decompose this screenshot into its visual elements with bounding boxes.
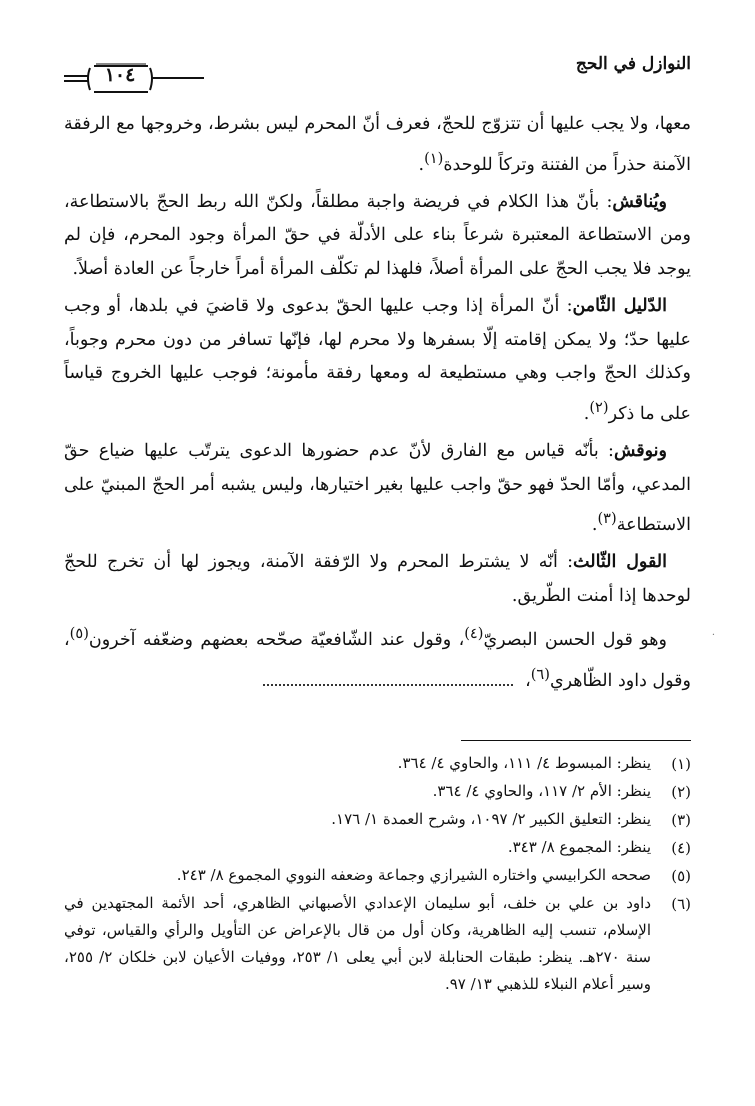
footnote-4 (64, 834, 691, 862)
margin-mark: · (711, 630, 715, 641)
footnote-ref: (٣) (597, 510, 617, 528)
book-title: النوازل في الحج (575, 54, 691, 74)
footnote-2 (64, 778, 691, 806)
footnote-1 (64, 750, 691, 778)
page-header (64, 52, 691, 100)
footnote-5 (64, 862, 691, 890)
paragraph-5: القول الثّالث: أنّه لا يشترط المحرم ولا الرّفقة الآمنة، ويجوز لها أن تخرج للحجّ لوحدها إذا أمنت الطّريق. (64, 552, 691, 606)
paragraph-3: الدّليل الثّامن: أنّ المرأة إذا وجب عليها الحقّ بدعوى ولا قاضيَ في بلدها، أو وجب عليها حدّ؛ ولا يمكن إقامته إلّا بسفرها ولا محرم لها، فإنّها تسافر من دون محرم وجوباً، وكذلك الحجّ واجب وهي مستطيعة له ومعها رفقة مأمونة؛ فوجب عليها الخروج قياساً على ما ذكر$^{(٢)}$. (64, 296, 691, 424)
term-heading: الدّليل الثّامن (572, 296, 668, 317)
footnote-ref: (١) (424, 149, 444, 167)
footnote-ref: (٥) (69, 625, 89, 643)
footnote-number: (٥) (671, 867, 691, 885)
page-number: ١٠٤ (104, 64, 136, 86)
main-text (64, 108, 691, 702)
footnotes (64, 750, 691, 998)
paragraph-1: معها، ولا يجب عليها أن تتزوّج للحجّ، فعرف أنّ المحرم ليس بشرط، وخروجها مع الرفقة الآمنة حذراً من الفتنة وتركاً للوحدة$^{(١)}$. (64, 114, 691, 175)
footnote-number: (٦) (671, 895, 691, 913)
footnote-ref: (٦) (530, 665, 550, 683)
paragraph-4: ونوقش: بأنّه قياس مع الفارق لأنّ عدم حضورها الدعوى يترتّب عليها ضياع حقّ المدعي، وأمّا الحدّ فهو حقّ واجب عليها بغير اختيارها، وليس يشبه أمر الحجّ المبنيّ على الاستطاعة$^{(٣)}$. (64, 441, 691, 535)
term-heading: ونوقش (613, 441, 667, 462)
paragraph-6: وهو قول الحسن البصريّ$^{(٤)}$، وقول عند الشّافعيّة صحّحه بعضهم وضعّفه آخرون$^{(٥)}$، وقول داود الظّاهري$^{(٦)}$، (64, 625, 691, 691)
dotted-continuation (263, 676, 513, 686)
footnote-ref: (٢) (589, 398, 609, 416)
page-number-ornament (64, 62, 204, 96)
footnote-3 (64, 806, 691, 834)
footnote-text: ينظر: التعليق الكبير ٢/ ١٠٩٧، وشرح العمدة ١/ ١٧٦. (331, 810, 651, 828)
footnote-text: صححه الكرابيسي واختاره الشيرازي وجماعة وضعفه النووي المجموع ٨/ ٢٤٣. (176, 866, 651, 884)
footnote-6 (64, 890, 691, 998)
footnote-ref: (٤) (464, 625, 484, 643)
footnote-separator (461, 740, 691, 741)
footnote-number: (٤) (671, 839, 691, 857)
footnote-text: ينظر: المجموع ٨/ ٣٤٣. (507, 838, 651, 856)
term-heading: ويُناقش (612, 191, 667, 212)
term-heading: القول الثّالث (573, 552, 667, 573)
footnote-number: (٣) (671, 811, 691, 829)
footnote-number: (١) (671, 755, 691, 773)
footnote-text: داود بن علي بن خلف، أبو سليمان الإعدادي الأصبهاني الظاهري، أحد الأئمة المجتهدين في الإسلام، تنسب إليه الظاهرية، وكان أول من قال بالإعراض عن التأويل والرأي والقياس، توفي سنة ٢٧٠هـ. ينظر: طبقات الحنابلة لابن أبي يعلى ١/ ٢٥٣، ووفيات الأعيان لابن خلكان ٢/ ٢٥٥، وسير أعلام النبلاء للذهبي ١٣/ ٩٧. (64, 894, 651, 993)
footnote-text: ينظر: الأم ٢/ ١١٧، والحاوي ٤/ ٣٦٤. (432, 782, 651, 800)
paragraph-2: ويُناقش: بأنّ هذا الكلام في فريضة واجبة مطلقاً، ولكنّ الله ربط الحجّ بالاستطاعة، ومن الاستطاعة المعتبرة شرعاً بناء على الأدلّة في حقّ المرأة وجود المحرم، فإن لم يوجد فلا يجب الحجّ على المرأة أصلاً، فلهذا لم تكلّف المرأة أمراً خارجاً عن العادة أصلاً. (64, 191, 691, 279)
footnote-number: (٢) (671, 783, 691, 801)
footnote-text: ينظر: المبسوط ٤/ ١١١، والحاوي ٤/ ٣٦٤. (397, 754, 651, 772)
